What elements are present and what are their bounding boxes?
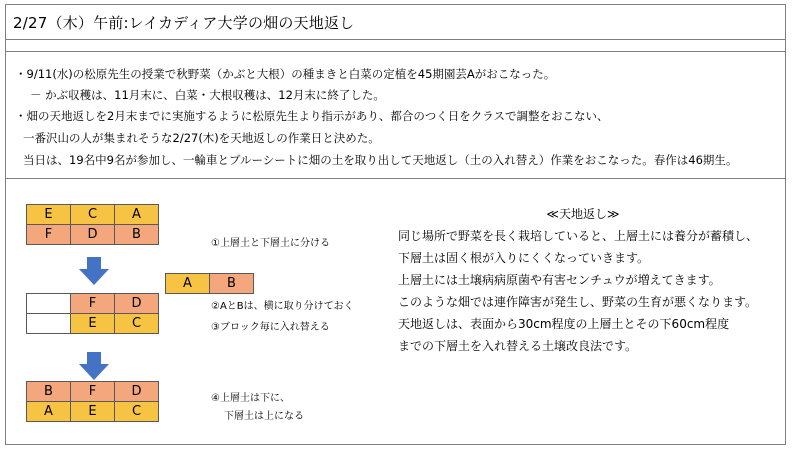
explanation-line: 天地返しは、表面から30cm程度の上層土とその下60cm程度 (398, 317, 730, 331)
explanation-box (398, 205, 768, 365)
page-title: 2/27（木）午前:レイカディア大学の畑の天地返し (13, 14, 355, 32)
grid-cell: C (70, 204, 115, 225)
step-1-label: ①上層土と下層土に分ける (211, 238, 330, 249)
summary-line: － かぶ収穫は、11月末に、白菜・大根収穫は、12月末に終了した。 (30, 88, 385, 102)
grid-cell: F (70, 293, 115, 314)
grid-cell: C (114, 401, 159, 422)
step-2-label: ②AとBは、横に取り分けておく (211, 301, 354, 312)
summary-line: 一番沢山の人が集まれそうな2/27(木)を天地返しの作業日と決めた。 (23, 131, 380, 145)
grid-cell-empty (26, 313, 71, 334)
grid-cell: C (114, 313, 159, 334)
grid-cell: D (114, 293, 159, 314)
grid-cell: F (70, 381, 115, 402)
grid-cell: E (70, 401, 115, 422)
explanation-line: このような畑では連作障害が発生し、野菜の生育が悪くなります。 (398, 295, 758, 309)
step-4-label: ④上層土は下に、 (211, 393, 290, 404)
step-3-label: ③ブロック毎に入れ替える (211, 322, 330, 333)
grid-cell: E (26, 204, 71, 225)
explanation-line: までの下層土を入れ替える土壌改良法です。 (398, 339, 638, 353)
grid-cell: A (114, 204, 159, 225)
explanation-title: ≪天地返し≫ (546, 207, 620, 221)
grid-cell: A (26, 401, 71, 422)
explanation-line: 下層土は固く根が入りにくくなっていきます。 (398, 251, 650, 265)
grid-cell: B (114, 224, 159, 245)
grid-cell: E (70, 313, 115, 334)
summary-line: 当日は、19名中9名が参加し、一輪車とブルーシートに畑の土を取り出して天地返し（土の入れ替え）作業をおこなった。春作は46期生。 (23, 153, 738, 167)
grid-cell: A (165, 273, 210, 294)
explanation-line: 同じ場所で野菜を長く栽培していると、上層土には養分が蓄積し、 (398, 229, 759, 243)
grid-cell: D (70, 224, 115, 245)
summary-line: ・畑の天地返しを2月末までに実施するように松原先生より指示があり、都合のつく日をクラスで調整をおこない、 (15, 109, 609, 123)
down-arrow-icon (79, 257, 109, 285)
grid-cell: B (26, 381, 71, 402)
grid-cell: F (26, 224, 71, 245)
grid-cell: D (114, 381, 159, 402)
report-frame (5, 4, 786, 445)
title-box (6, 5, 785, 40)
down-arrow-icon (79, 352, 109, 380)
grid-cell-empty (26, 293, 71, 314)
explanation-line: 上層土には土壌病病原菌や有害センチュウが増えてきます。 (398, 273, 721, 287)
grid-cell: B (209, 273, 254, 294)
step-4-label-cont: 下層土は上になる (224, 411, 304, 422)
summary-section (6, 51, 785, 179)
summary-line: ・9/11(水)の松原先生の授業で秋野菜（かぶと大根）の種まきと白菜の定植を45期園芸Aがおこなった。 (15, 67, 556, 81)
